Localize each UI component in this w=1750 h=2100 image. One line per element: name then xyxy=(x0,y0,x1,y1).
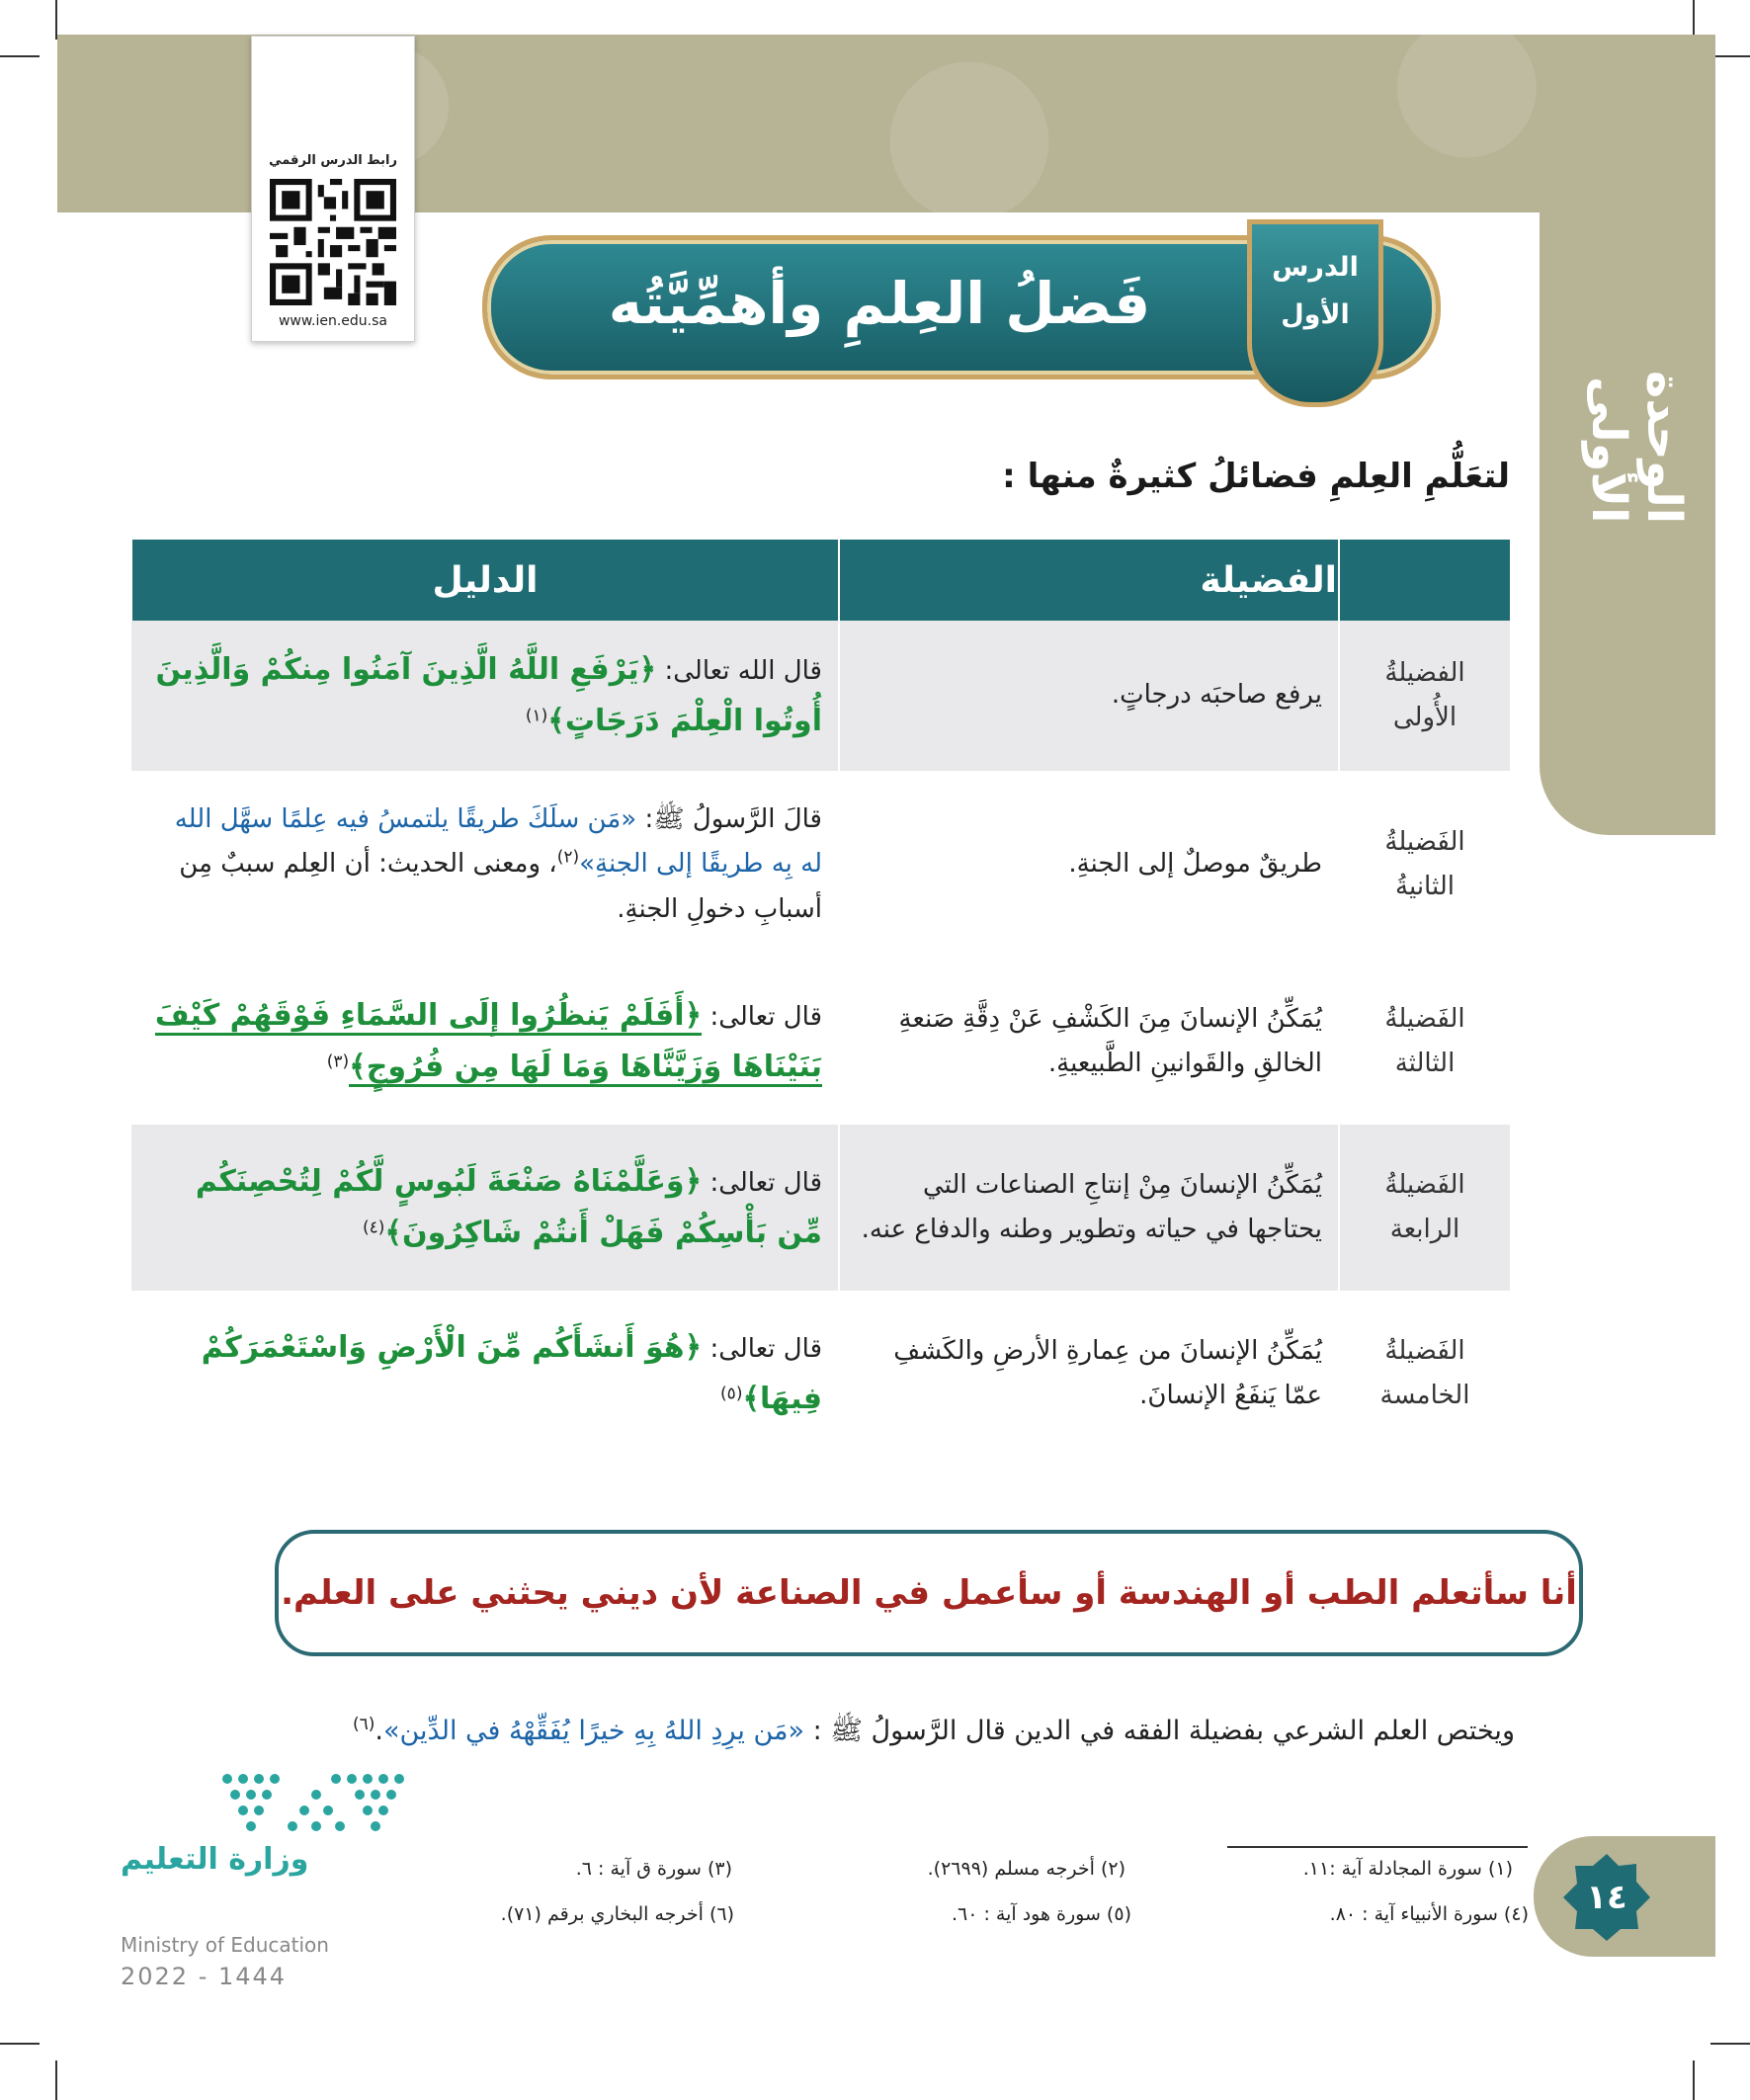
table-row xyxy=(131,1125,1510,1291)
lesson-badge xyxy=(1247,219,1383,407)
virtue-text: طريقٌ موصلٌ إلى الجنةِ. xyxy=(839,771,1339,959)
virtue-name-line1: الفَضيلةُ xyxy=(1384,1003,1465,1034)
quran-quote: ﴿أَفَلَمْ يَنظُرُوا إِلَى السَّمَاءِ فَوْقَهُمْ كَيْفَ بَنَيْنَاهَا وَزَيَّنَّاهَا وَمَا لَهَا مِن فُرُوجٍ﴾ xyxy=(155,998,822,1088)
virtue-name-line2: الأُولى xyxy=(1392,703,1458,732)
virtue-name-line1: الفَضيلةُ xyxy=(1384,1169,1465,1200)
virtues-table xyxy=(130,540,1510,1457)
qr-card[interactable] xyxy=(251,36,415,342)
crop-mark xyxy=(55,0,57,40)
header-proof: الدليل xyxy=(131,540,839,621)
ministry-name-ar: وزارة التعليم xyxy=(121,1842,309,1877)
proof-tail: ، ومعنى الحديث: أن العِلم سببٌ مِن أسبابِ دخولِ الجنةِ. xyxy=(179,849,822,924)
table-row xyxy=(131,771,1510,959)
callout-text: أنا سأتعلم الطب أو الهندسة أو سأعمل في الصناعة لأن ديني يحثني على العلم. xyxy=(281,1573,1577,1613)
unit-title: الوحدة الأولى xyxy=(1581,370,1692,524)
header-name xyxy=(1339,540,1510,621)
ministry-logo-icon xyxy=(217,1769,415,1838)
bottom-paragraph: ويختص العلم الشرعي بفضيلة الفقه في الدين قال الرَّسولُ ﷺ : «مَن يرِدِ اللهُ بِهِ خيرًا يُفَقِّهْهُ في الدِّين».$^{(٦)}$ xyxy=(352,1715,1515,1746)
virtue-name xyxy=(1339,621,1510,771)
virtue-name-line1: الفَضيلةُ xyxy=(1384,826,1465,857)
virtue-name-line2: الرابعة xyxy=(1389,1215,1460,1244)
hadith-quote: «مَن يرِدِ اللهُ بِهِ خيرًا يُفَقِّهْهُ في الدِّين» xyxy=(382,1716,805,1746)
virtue-name-line1: الفَضيلةُ xyxy=(1384,1335,1465,1366)
footnote-ref: (٣) xyxy=(326,1051,350,1072)
virtue-name-line2: الثانيةُ xyxy=(1395,872,1455,901)
crop-mark xyxy=(0,2043,40,2045)
virtue-name-line1: الفضيلةُ xyxy=(1384,657,1465,688)
footnote: (٦) أخرجه البخاري برقم (٧١). xyxy=(500,1903,734,1925)
footnote-ref: (١) xyxy=(525,706,548,726)
crop-mark xyxy=(55,2060,57,2100)
lesson-badge-line2: الأول xyxy=(1281,299,1350,330)
quran-quote: ﴿يَرْفَعِ اللَّهُ الَّذِينَ آمَنُوا مِنكُمْ وَالَّذِينَ أُوتُوا الْعِلْمَ دَرَجَاتٍ﴾ xyxy=(155,651,822,738)
crop-mark xyxy=(1710,55,1750,57)
table-row xyxy=(131,1291,1510,1457)
proof-intro: قال الله تعالى: xyxy=(664,655,822,686)
callout-box xyxy=(275,1530,1583,1656)
crop-mark xyxy=(0,55,40,57)
virtue-name xyxy=(1339,1291,1510,1457)
footnote-ref: (٤) xyxy=(362,1218,385,1238)
footnote: (٥) سورة هود آية : ٦٠. xyxy=(951,1903,1131,1925)
lesson-title: فَضلُ العِلمِ وأهمِّيَّتُه xyxy=(608,270,1151,337)
virtue-name-line2: الخامسة xyxy=(1379,1381,1470,1410)
virtue-proof xyxy=(131,621,839,771)
quran-quote: ﴿هُوَ أَنشَأَكُم مِّنَ الْأَرْضِ وَاسْتَعْمَرَكُمْ فِيهَا﴾ xyxy=(201,1329,822,1416)
crop-mark xyxy=(1710,2043,1750,2045)
qr-label: رابط الدرس الرقمي xyxy=(269,153,397,168)
footnote: (٢) أخرجه مسلم (٢٦٩٩). xyxy=(927,1858,1125,1880)
table-row xyxy=(131,621,1510,771)
bottom-text: ويختص العلم الشرعي بفضيلة الفقه في الدين قال الرَّسولُ ﷺ : xyxy=(812,1716,1515,1746)
table-header-row xyxy=(131,540,1510,621)
virtue-name-line2: الثالثة xyxy=(1394,1049,1456,1078)
virtue-proof xyxy=(131,1291,839,1457)
footnote-ref: (٢) xyxy=(556,847,580,868)
intro-heading: لتعَلُّمِ العِلمِ فضائلُ كثيرةٌ منها : xyxy=(1002,457,1510,496)
virtue-name xyxy=(1339,771,1510,959)
proof-intro: قال تعالى: xyxy=(709,1167,822,1198)
virtue-text: يرفع صاحبَه درجاتٍ. xyxy=(839,621,1339,771)
qr-url[interactable]: www.ien.edu.sa xyxy=(278,313,388,329)
virtue-text: يُمَكِّنُ الإنسانَ من عِمارةِ الأرضِ والكَشفِ عمّا يَنفَعُ الإنسانَ. xyxy=(839,1291,1339,1457)
crop-mark xyxy=(1693,0,1695,40)
footnote: (٣) سورة ق آية : ٦. xyxy=(575,1858,732,1880)
table-row xyxy=(131,959,1510,1125)
proof-intro: قالَ الرَّسولُ ﷺ: xyxy=(644,803,822,834)
hadith-quote: «مَن سلَكَ طريقًا يلتمسُ فيه عِلمًا سهَّل الله له بِه طريقًا إلى الجنةِ» xyxy=(174,803,822,880)
quran-quote: ﴿وَعَلَّمْنَاهُ صَنْعَةَ لَبُوسٍ لَّكُمْ لِتُحْصِنَكُم مِّن بَأْسِكُمْ فَهَلْ أَنتُمْ شَاكِرُونَ﴾ xyxy=(195,1163,822,1250)
footnote-ref: (٦) xyxy=(352,1715,375,1734)
virtue-proof xyxy=(131,959,839,1125)
footnote-ref: (٥) xyxy=(720,1384,743,1404)
ministry-year: 2022 - 1444 xyxy=(121,1963,288,1990)
virtue-name xyxy=(1339,1125,1510,1291)
virtue-name xyxy=(1339,959,1510,1125)
crop-mark xyxy=(1693,2060,1695,2100)
proof-intro: قال تعالى: xyxy=(709,1333,822,1364)
proof-intro: قال تعالى: xyxy=(709,1001,822,1032)
footnote: (١) سورة المجادلة آية :١١. xyxy=(1302,1858,1513,1880)
virtue-text: يُمَكِّنُ الإنسانَ مِنْ إنتاجِ الصناعات التي يحتاجها في حياته وتطوير وطنه والدفاع عنه. xyxy=(839,1125,1339,1291)
lesson-badge-line1: الدرس xyxy=(1272,252,1359,283)
footnote: (٤) سورة الأنبياء آية : ٨٠. xyxy=(1329,1903,1529,1925)
qr-code-icon[interactable] xyxy=(270,179,396,305)
virtue-text: يُمَكِّنُ الإنسانَ مِنَ الكَشْفِ عَنْ دِقَّةِ صَنعةِ الخالقِ والقَوانينِ الطَّبيعيةِ. xyxy=(839,959,1339,1125)
virtue-proof xyxy=(131,771,839,959)
header-virtue: الفضيلة xyxy=(839,540,1339,621)
footnote-divider xyxy=(1227,1846,1528,1848)
page-number: ١٤ xyxy=(1586,1878,1627,1917)
ministry-name-en: Ministry of Education xyxy=(121,1933,329,1957)
virtue-proof xyxy=(131,1125,839,1291)
